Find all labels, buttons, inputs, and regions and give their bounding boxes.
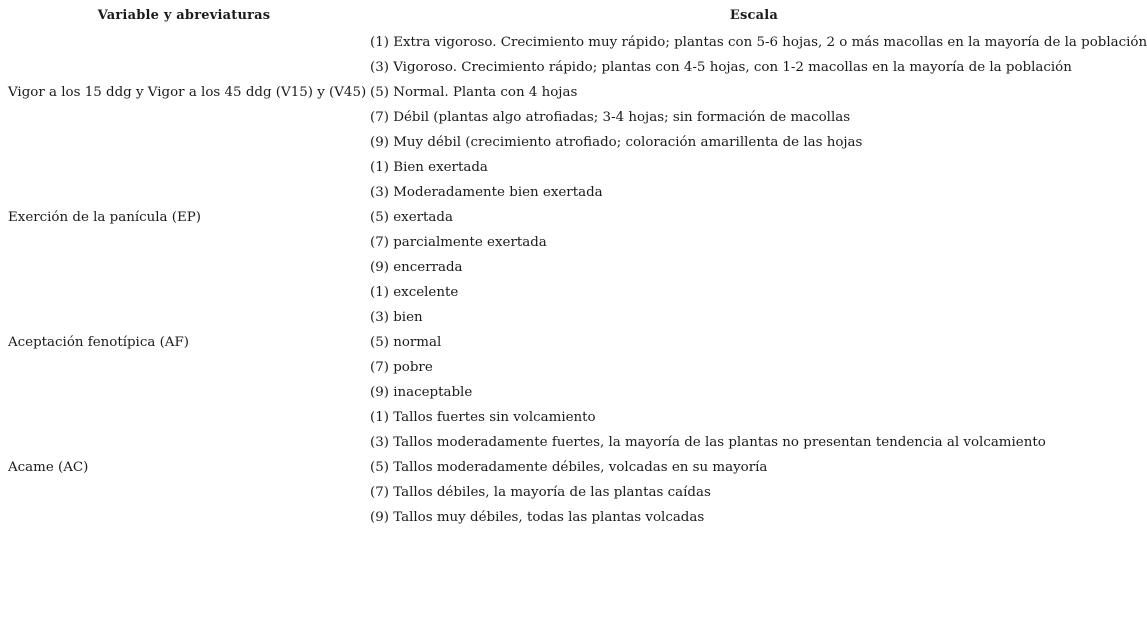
scale-cell: (7) pobre — [370, 360, 433, 375]
scale-cell: (9) encerrada — [370, 260, 463, 275]
table-row — [0, 405, 1147, 430]
table-group-acame — [0, 405, 1147, 530]
scale-cell: (1) excelente — [370, 285, 459, 300]
scale-cell: (1) Extra vigoroso. Crecimiento muy rápido; plantas con 5-6 hojas, 2 o más macollas en la mayoría de la población — [370, 35, 1147, 50]
table-row — [0, 155, 1147, 180]
table-row — [0, 280, 1147, 305]
table-row — [0, 505, 1147, 530]
table-group-vigor — [0, 30, 1147, 155]
scale-cell: (3) bien — [370, 310, 423, 325]
table-group-aceptacion — [0, 280, 1147, 405]
scale-cell: (9) Tallos muy débiles, todas las plantas volcadas — [370, 510, 705, 525]
variable-cell: Vigor a los 15 ddg y Vigor a los 45 ddg (V15) y (V45) — [8, 85, 367, 100]
table-row — [0, 355, 1147, 380]
table-row — [0, 130, 1147, 155]
table-row — [0, 480, 1147, 505]
table-header-row — [0, 4, 1147, 30]
variable-cell: Acame (AC) — [8, 460, 89, 475]
table-row — [0, 230, 1147, 255]
table-row — [0, 455, 1147, 480]
scale-cell: (7) parcialmente exertada — [370, 235, 547, 250]
scale-cell: (3) Moderadamente bien exertada — [370, 185, 603, 200]
header-variable: Variable y abreviaturas — [97, 8, 271, 23]
table-row — [0, 105, 1147, 130]
table-group-exercion — [0, 155, 1147, 280]
scale-cell: (1) Tallos fuertes sin volcamiento — [370, 410, 596, 425]
scale-cell: (1) Bien exertada — [370, 160, 488, 175]
header-escala: Escala — [729, 8, 779, 23]
scale-table — [0, 4, 1147, 530]
scale-cell: (3) Tallos moderadamente fuertes, la mayoría de las plantas no presentan tendencia al volcamiento — [370, 435, 1046, 450]
table-row — [0, 430, 1147, 455]
scale-cell: (3) Vigoroso. Crecimiento rápido; plantas con 4-5 hojas, con 1-2 macollas en la mayoría de la población — [370, 60, 1072, 75]
table-row — [0, 180, 1147, 205]
scale-cell: (5) Tallos moderadamente débiles, volcadas en su mayoría — [370, 460, 768, 475]
table-row — [0, 30, 1147, 55]
scale-cell: (5) normal — [370, 335, 442, 350]
scale-cell: (5) Normal. Planta con 4 hojas — [370, 85, 578, 100]
table-row — [0, 55, 1147, 80]
scale-cell: (7) Débil (plantas algo atrofiadas; 3-4 hojas; sin formación de macollas — [370, 110, 851, 125]
variable-cell: Aceptación fenotípica (AF) — [8, 335, 189, 350]
table-row — [0, 255, 1147, 280]
table-row — [0, 305, 1147, 330]
scale-cell: (9) Muy débil (crecimiento atrofiado; coloración amarillenta de las hojas — [370, 135, 863, 150]
scale-cell: (5) exertada — [370, 210, 453, 225]
scale-cell: (7) Tallos débiles, la mayoría de las plantas caídas — [370, 485, 711, 500]
variable-cell: Exerción de la panícula (EP) — [8, 210, 201, 225]
scale-cell: (9) inaceptable — [370, 385, 473, 400]
table-row — [0, 380, 1147, 405]
